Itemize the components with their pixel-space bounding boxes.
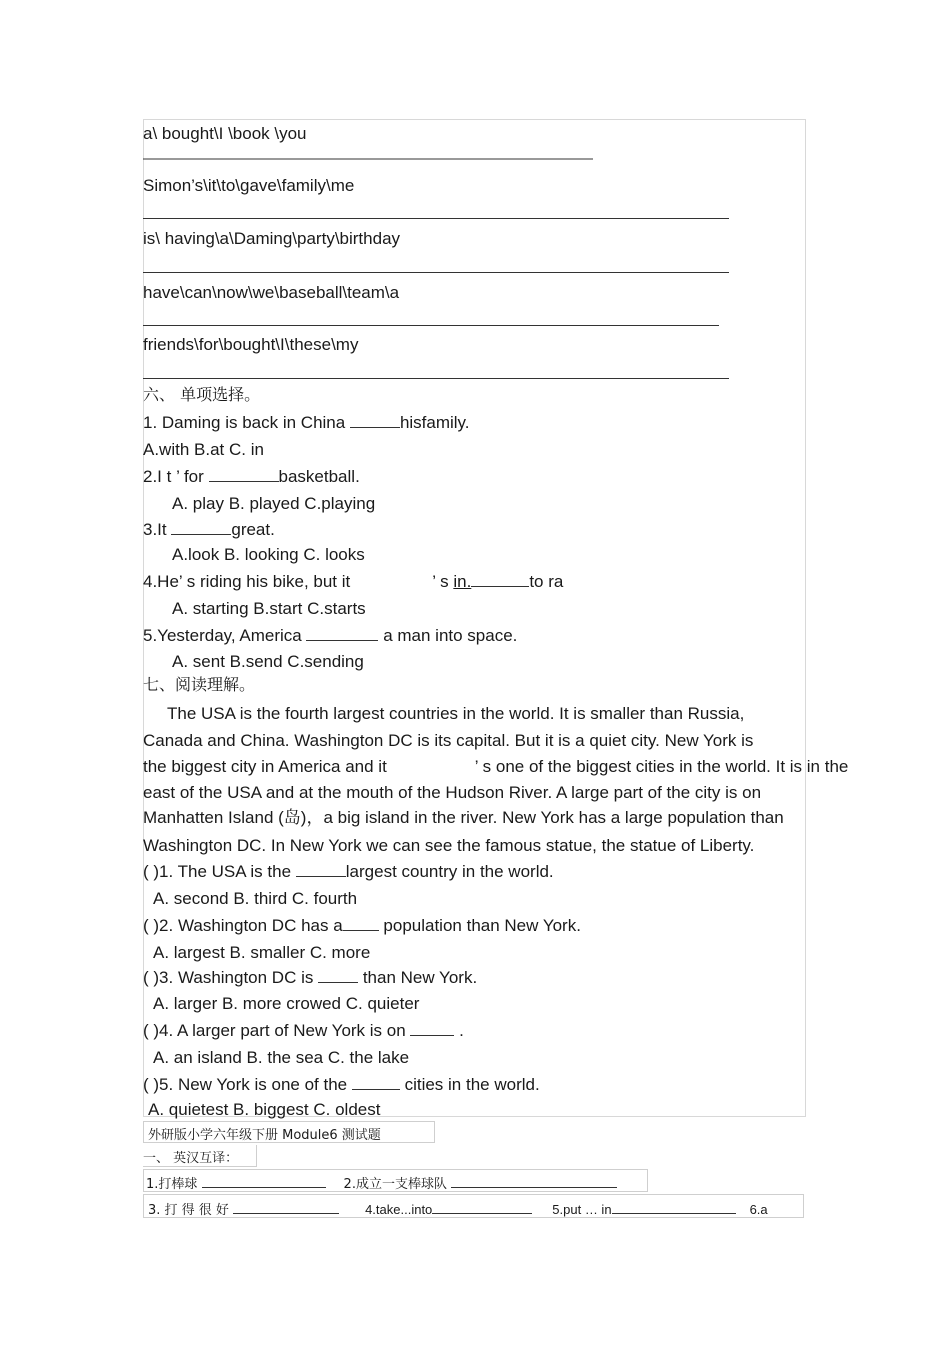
section1-heading: 一、 英汉互译： — [143, 1145, 257, 1167]
s6-q2-options: A. play B. played C.playing — [172, 494, 376, 513]
s7-q5: ( )5. New York is one of the cities in the world. — [143, 1075, 540, 1094]
s6-q3: 3.It great. — [143, 520, 275, 539]
s6-q4-options: A. starting B.start C.starts — [172, 599, 366, 618]
s7-q1: ( )1. The USA is the largest country in the world. — [143, 862, 554, 881]
reorder-q2: Simon’s\it\to\gave\family\me — [143, 176, 355, 195]
s6-q3-options: A.look B. looking C. looks — [172, 545, 365, 564]
s7-q2-options: A. largest B. smaller C. more — [153, 943, 371, 962]
s7-q2: ( )2. Washington DC has a population than New York. — [143, 916, 581, 935]
s6-q1-options: A.with B.at C. in — [143, 440, 264, 459]
s7-q5-options: A. quietest B. biggest C. oldest — [148, 1100, 381, 1119]
s7-q3: ( )3. Washington DC is than New York. — [143, 968, 478, 987]
reorder-q3: is\ having\a\Daming\party\birthday — [143, 229, 401, 248]
section7-heading: 七、阅读理解。 — [143, 675, 256, 694]
s6-q5: 5.Yesterday, America a man into space. — [143, 626, 518, 645]
answer-line — [143, 378, 729, 379]
translate-row-2: 3. 打 得 很 好 4.take...into 5.put … in 6.a — [143, 1194, 804, 1218]
passage-line: the biggest city in America and it ’ s one of the biggest cities in the world. It is in the — [143, 757, 849, 776]
section6-heading: 六、 单项选择。 — [143, 385, 261, 404]
worksheet-title: 外研版小学六年级下册 Module6 测试题 — [143, 1121, 435, 1143]
reorder-q5: friends\for\bought\I\these\my — [143, 335, 359, 354]
passage-line: Manhatten Island (岛)，a big island in the river. New York has a large population than — [143, 808, 784, 827]
reorder-q4: have\can\now\we\baseball\team\a — [143, 283, 400, 302]
answer-line — [143, 325, 719, 326]
s6-q5-options: A. sent B.send C.sending — [172, 652, 364, 671]
s7-q3-options: A. larger B. more crowed C. quieter — [153, 994, 420, 1013]
s6-q4: 4.He’ s riding his bike, but it ’ s in. to ra — [143, 572, 564, 591]
passage-line: Washington DC. In New York we can see the famous statue, the statue of Liberty. — [143, 836, 755, 855]
s7-q4: ( )4. A larger part of New York is on . — [143, 1021, 464, 1040]
passage-line: Canada and China. Washington DC is its capital. But it is a quiet city. New York is — [143, 731, 754, 750]
passage-line: east of the USA and at the mouth of the Hudson River. A large part of the city is on — [143, 783, 762, 802]
answer-dash-line: —————————————————————————————— — [143, 150, 593, 167]
s6-q2: 2.I t ’ for basketball. — [143, 467, 360, 486]
answer-line — [143, 218, 729, 219]
s7-q1-options: A. second B. third C. fourth — [153, 889, 358, 908]
reorder-q1: a\ bought\I \book \you — [143, 124, 307, 143]
s7-q4-options: A. an island B. the sea C. the lake — [153, 1048, 410, 1067]
passage-line: The USA is the fourth largest countries in the world. It is smaller than Russia, — [167, 704, 745, 723]
translate-row-1: 1.打棒球 2.成立一支棒球队 — [143, 1169, 648, 1192]
s6-q1: 1. Daming is back in China hisfamily. — [143, 413, 470, 432]
answer-line — [143, 272, 729, 273]
